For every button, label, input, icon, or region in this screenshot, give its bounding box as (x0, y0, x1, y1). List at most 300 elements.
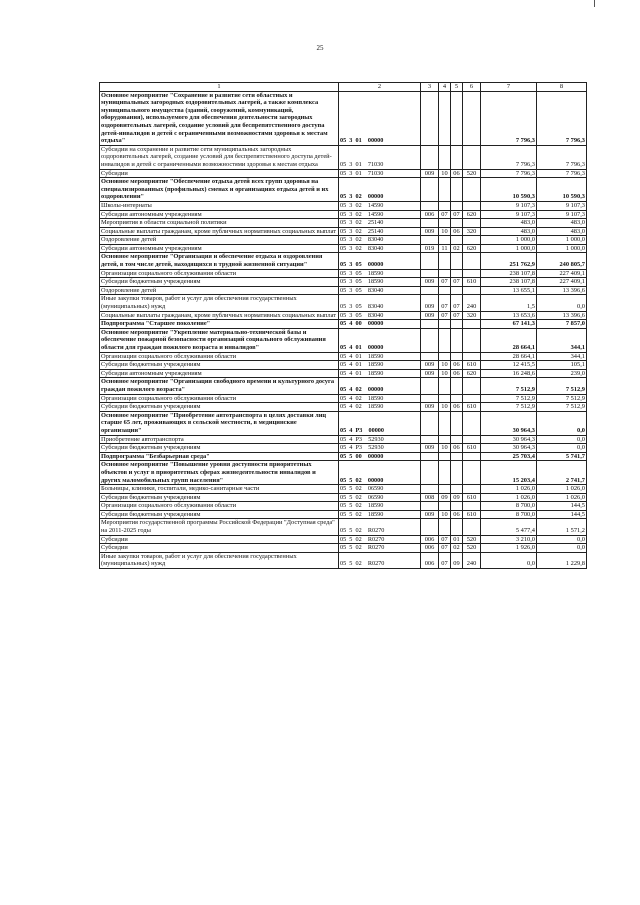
row-ministry-cell (421, 328, 439, 352)
row-section-cell (439, 178, 451, 202)
row-subsection-cell (451, 378, 463, 394)
row-expense-type-cell (463, 178, 481, 202)
row-subsection-cell: 06 (451, 403, 463, 412)
table-row (100, 253, 587, 269)
table-row (100, 178, 587, 202)
row-section-cell: 10 (439, 361, 451, 370)
row-subsection-cell (451, 519, 463, 535)
row-amount-2020-cell: 7 796,3 (481, 145, 537, 169)
table-row (100, 295, 587, 311)
table-row (100, 320, 587, 329)
row-code-cell: 05 4 01 18590 (339, 361, 421, 370)
row-amount-2021-cell: 240 805,7 (537, 253, 587, 269)
row-expense-type-cell (463, 269, 481, 278)
row-ministry-cell (421, 269, 439, 278)
row-section-cell (439, 145, 451, 169)
row-expense-type-cell: 610 (463, 444, 481, 453)
row-ministry-cell (421, 320, 439, 329)
row-amount-2021-cell: 144,5 (537, 510, 587, 519)
row-expense-type-cell: 620 (463, 210, 481, 219)
row-subsection-cell (451, 178, 463, 202)
row-subsection-cell (451, 452, 463, 461)
row-name-cell: Субсидии на сохранение и развитие сети муниципальных загородных оздоровительных лагерей, создание условий для беспрепятственного доступа детей-инвалидов и детей с ограниченными возможностями здоровья к местам отдыха (100, 145, 339, 169)
table-row (100, 519, 587, 535)
row-name-cell: Иные закупки товаров, работ и услуг для обеспечения государственных (муниципальных) нужд (100, 295, 339, 311)
table-row (100, 145, 587, 169)
row-amount-2021-cell: 0,0 (537, 411, 587, 435)
table-row (100, 444, 587, 453)
row-name-cell: Подпрограмма "Безбарьерная среда" (100, 452, 339, 461)
row-expense-type-cell (463, 201, 481, 210)
row-name-cell: Субсидии бюджетным учреждениям (100, 403, 339, 412)
row-subsection-cell (451, 352, 463, 361)
row-amount-2021-cell: 483,0 (537, 227, 587, 236)
table-row (100, 394, 587, 403)
table-row (100, 269, 587, 278)
row-section-cell (439, 411, 451, 435)
row-expense-type-cell (463, 219, 481, 228)
row-amount-2020-cell: 1 026,0 (481, 493, 537, 502)
row-amount-2021-cell: 1 026,0 (537, 485, 587, 494)
row-amount-2020-cell: 7 796,3 (481, 91, 537, 145)
budget-table (99, 82, 587, 569)
row-ministry-cell: 009 (421, 510, 439, 519)
row-name-cell: Школы-интернаты (100, 201, 339, 210)
row-amount-2020-cell: 238 107,8 (481, 278, 537, 287)
row-amount-2020-cell: 13 653,6 (481, 311, 537, 320)
row-expense-type-cell (463, 378, 481, 394)
header-cell: 3 (421, 83, 439, 92)
row-subsection-cell (451, 394, 463, 403)
row-name-cell: Организации социального обслуживания области (100, 394, 339, 403)
row-section-cell: 10 (439, 403, 451, 412)
row-expense-type-cell: 620 (463, 244, 481, 253)
row-ministry-cell (421, 452, 439, 461)
row-section-cell (439, 519, 451, 535)
row-name-cell: Организации социального обслуживания области (100, 352, 339, 361)
row-name-cell: Подпрограмма "Старшее поколение" (100, 320, 339, 329)
row-code-cell: 05 5 02 06590 (339, 493, 421, 502)
row-subsection-cell: 07 (451, 278, 463, 287)
row-amount-2021-cell: 7 512,9 (537, 403, 587, 412)
row-amount-2020-cell: 7 512,9 (481, 394, 537, 403)
row-amount-2020-cell: 1,5 (481, 295, 537, 311)
row-ministry-cell: 009 (421, 403, 439, 412)
row-name-cell: Субсидии (100, 544, 339, 553)
row-ministry-cell (421, 286, 439, 295)
row-name-cell: Основное мероприятие "Повышение уровня доступности приоритетных объектов и услуг в приоритетных сферах жизнедеятельности инвалидов и других маломобильных групп населения" (100, 461, 339, 485)
table-row (100, 510, 587, 519)
row-expense-type-cell (463, 320, 481, 329)
row-name-cell: Субсидии бюджетным учреждениям (100, 493, 339, 502)
row-expense-type-cell: 610 (463, 403, 481, 412)
row-amount-2020-cell: 0,0 (481, 552, 537, 568)
row-code-cell: 05 3 02 25140 (339, 227, 421, 236)
row-subsection-cell (451, 219, 463, 228)
row-name-cell: Основное мероприятие "Организация свободного времени и культурного досуга граждан пожилого возраста" (100, 378, 339, 394)
row-ministry-cell (421, 145, 439, 169)
row-amount-2021-cell: 1 571,2 (537, 519, 587, 535)
row-section-cell (439, 452, 451, 461)
row-section-cell (439, 236, 451, 245)
table-row (100, 361, 587, 370)
row-amount-2021-cell: 9 107,3 (537, 201, 587, 210)
row-amount-2021-cell: 0,0 (537, 535, 587, 544)
row-ministry-cell (421, 178, 439, 202)
row-section-cell: 07 (439, 544, 451, 553)
table-row (100, 461, 587, 485)
row-amount-2020-cell: 12 415,5 (481, 361, 537, 370)
row-ministry-cell: 006 (421, 535, 439, 544)
row-subsection-cell: 07 (451, 295, 463, 311)
row-ministry-cell: 009 (421, 278, 439, 287)
row-code-cell: 05 5 02 R0270 (339, 552, 421, 568)
row-name-cell: Оздоровление детей (100, 286, 339, 295)
row-subsection-cell (451, 328, 463, 352)
row-section-cell: 07 (439, 210, 451, 219)
row-name-cell: Мероприятия государственной программы Российской Федерации "Доступная среда" на 2011-2025 годы (100, 519, 339, 535)
table-row (100, 403, 587, 412)
row-amount-2020-cell: 16 248,6 (481, 369, 537, 378)
table-row (100, 219, 587, 228)
row-amount-2021-cell: 0,0 (537, 444, 587, 453)
row-name-cell: Социальные выплаты гражданам, кроме публичных нормативных социальных выплат (100, 311, 339, 320)
row-ministry-cell: 008 (421, 493, 439, 502)
table-row (100, 369, 587, 378)
row-ministry-cell: 009 (421, 169, 439, 178)
row-subsection-cell (451, 502, 463, 511)
table-row (100, 169, 587, 178)
row-ministry-cell: 009 (421, 369, 439, 378)
row-code-cell: 05 3 02 25140 (339, 219, 421, 228)
corner-mark (594, 0, 595, 7)
row-amount-2021-cell: 1 000,0 (537, 236, 587, 245)
row-subsection-cell (451, 320, 463, 329)
row-code-cell: 05 3 01 71030 (339, 145, 421, 169)
row-expense-type-cell (463, 394, 481, 403)
table-row (100, 91, 587, 145)
row-amount-2020-cell: 1 000,0 (481, 244, 537, 253)
row-amount-2021-cell: 227 409,1 (537, 269, 587, 278)
row-section-cell: 10 (439, 169, 451, 178)
table-row (100, 328, 587, 352)
row-ministry-cell: 009 (421, 361, 439, 370)
row-subsection-cell: 06 (451, 227, 463, 236)
row-amount-2021-cell: 0,0 (537, 544, 587, 553)
row-subsection-cell: 01 (451, 535, 463, 544)
row-name-cell: Приобретение автотранспорта (100, 435, 339, 444)
row-code-cell: 05 3 02 00000 (339, 178, 421, 202)
row-ministry-cell: 019 (421, 244, 439, 253)
row-expense-type-cell (463, 236, 481, 245)
row-amount-2021-cell: 1 000,0 (537, 244, 587, 253)
row-amount-2020-cell: 7 512,9 (481, 403, 537, 412)
row-subsection-cell: 09 (451, 552, 463, 568)
row-amount-2021-cell: 7 857,0 (537, 320, 587, 329)
table-row (100, 352, 587, 361)
row-code-cell: 05 4 02 18590 (339, 394, 421, 403)
row-expense-type-cell: 610 (463, 278, 481, 287)
row-ministry-cell (421, 378, 439, 394)
row-ministry-cell (421, 519, 439, 535)
row-code-cell: 05 5 02 00000 (339, 461, 421, 485)
row-expense-type-cell (463, 253, 481, 269)
row-amount-2020-cell: 7 796,3 (481, 169, 537, 178)
row-name-cell: Субсидии бюджетным учреждениям (100, 278, 339, 287)
row-ministry-cell (421, 411, 439, 435)
row-code-cell: 05 5 02 18590 (339, 502, 421, 511)
row-expense-type-cell: 320 (463, 311, 481, 320)
header-cell: 7 (481, 83, 537, 92)
header-cell: 4 (439, 83, 451, 92)
table-row (100, 452, 587, 461)
row-code-cell: 05 4 01 18590 (339, 352, 421, 361)
row-amount-2020-cell: 8 700,0 (481, 510, 537, 519)
row-subsection-cell (451, 91, 463, 145)
row-section-cell: 10 (439, 227, 451, 236)
row-subsection-cell (451, 286, 463, 295)
row-section-cell (439, 328, 451, 352)
row-section-cell (439, 461, 451, 485)
row-expense-type-cell (463, 286, 481, 295)
row-amount-2021-cell: 483,0 (537, 219, 587, 228)
row-code-cell: 05 4 02 00000 (339, 378, 421, 394)
row-section-cell: 07 (439, 278, 451, 287)
row-code-cell: 05 3 02 83040 (339, 236, 421, 245)
table-row (100, 435, 587, 444)
row-amount-2020-cell: 28 664,1 (481, 352, 537, 361)
row-amount-2020-cell: 30 964,3 (481, 435, 537, 444)
table-row (100, 227, 587, 236)
row-subsection-cell: 02 (451, 244, 463, 253)
row-name-cell: Субсидии бюджетным учреждениям (100, 361, 339, 370)
row-subsection-cell: 09 (451, 493, 463, 502)
row-amount-2021-cell: 7 796,3 (537, 91, 587, 145)
row-section-cell (439, 352, 451, 361)
row-amount-2020-cell: 30 964,3 (481, 444, 537, 453)
row-name-cell: Субсидии автономным учреждениям (100, 244, 339, 253)
row-section-cell: 07 (439, 552, 451, 568)
row-section-cell (439, 253, 451, 269)
row-expense-type-cell (463, 411, 481, 435)
row-ministry-cell: 009 (421, 295, 439, 311)
row-amount-2021-cell: 0,0 (537, 435, 587, 444)
row-amount-2020-cell: 483,0 (481, 227, 537, 236)
row-name-cell: Основное мероприятие "Укрепление материально-технической базы и обеспечение пожарной безопасности организаций социального обслуживания области для граждан пожилого возраста и инвалидов" (100, 328, 339, 352)
row-section-cell (439, 286, 451, 295)
row-expense-type-cell: 610 (463, 361, 481, 370)
row-amount-2020-cell: 7 512,9 (481, 378, 537, 394)
row-subsection-cell (451, 145, 463, 169)
row-amount-2020-cell: 10 590,3 (481, 178, 537, 202)
row-ministry-cell (421, 236, 439, 245)
row-amount-2020-cell: 1 000,0 (481, 236, 537, 245)
row-expense-type-cell (463, 519, 481, 535)
row-expense-type-cell (463, 328, 481, 352)
row-name-cell: Основное мероприятие "Обеспечение отдыха детей всех групп здоровья на специализированных (профильных) сменах и организациях отдыха детей и их оздоровлении" (100, 178, 339, 202)
row-expense-type-cell: 520 (463, 535, 481, 544)
row-expense-type-cell: 620 (463, 369, 481, 378)
row-subsection-cell: 02 (451, 544, 463, 553)
row-name-cell: Организации социального обслуживания области (100, 502, 339, 511)
row-code-cell: 05 4 Р3 52930 (339, 444, 421, 453)
row-section-cell (439, 219, 451, 228)
row-code-cell: 05 5 00 00000 (339, 452, 421, 461)
row-amount-2020-cell: 9 107,3 (481, 201, 537, 210)
row-section-cell (439, 269, 451, 278)
row-code-cell: 05 3 02 14590 (339, 201, 421, 210)
row-amount-2020-cell: 251 762,9 (481, 253, 537, 269)
row-amount-2020-cell: 13 655,1 (481, 286, 537, 295)
row-code-cell: 05 3 02 83040 (339, 244, 421, 253)
row-amount-2020-cell: 15 203,4 (481, 461, 537, 485)
header-cell: 5 (451, 83, 463, 92)
table-row (100, 286, 587, 295)
row-name-cell: Субсидии (100, 535, 339, 544)
row-ministry-cell: 006 (421, 544, 439, 553)
row-subsection-cell: 06 (451, 361, 463, 370)
row-amount-2021-cell: 344,1 (537, 328, 587, 352)
row-subsection-cell: 07 (451, 311, 463, 320)
row-subsection-cell: 06 (451, 510, 463, 519)
row-name-cell: Основное мероприятие "Сохранение и развитие сети областных и муниципальных загородных оздоровительных лагерей, а также комплекса муниципального имущества (зданий, сооружений, коммуникаций, оборудования), используемого для обеспечения деятельности загородных оздоровительных лагерей, создание условий для беспрепятственного доступа детей-инвалидов и детей с ограниченными возможностями здоровья к местам отдыха" (100, 91, 339, 145)
row-code-cell: 05 4 Р3 00000 (339, 411, 421, 435)
row-amount-2021-cell: 10 590,3 (537, 178, 587, 202)
row-expense-type-cell (463, 461, 481, 485)
row-expense-type-cell (463, 435, 481, 444)
row-amount-2020-cell: 1 926,0 (481, 544, 537, 553)
row-amount-2020-cell: 67 141,3 (481, 320, 537, 329)
table-row (100, 201, 587, 210)
row-section-cell: 10 (439, 444, 451, 453)
row-amount-2020-cell: 9 107,3 (481, 210, 537, 219)
row-ministry-cell (421, 502, 439, 511)
table-row (100, 411, 587, 435)
row-code-cell: 05 4 01 18590 (339, 369, 421, 378)
row-amount-2020-cell: 5 477,4 (481, 519, 537, 535)
header-row (100, 83, 587, 92)
table-row (100, 502, 587, 511)
row-code-cell: 05 5 02 R0270 (339, 535, 421, 544)
row-amount-2020-cell: 30 964,3 (481, 411, 537, 435)
row-amount-2021-cell: 7 512,9 (537, 378, 587, 394)
row-code-cell: 05 4 Р3 52930 (339, 435, 421, 444)
row-expense-type-cell (463, 452, 481, 461)
row-amount-2021-cell: 9 107,3 (537, 210, 587, 219)
row-name-cell: Социальные выплаты гражданам, кроме публичных нормативных социальных выплат (100, 227, 339, 236)
row-ministry-cell (421, 485, 439, 494)
header-cell: 6 (463, 83, 481, 92)
row-name-cell: Основное мероприятие "Приобретение автотранспорта в целях доставки лиц старше 65 лет, проживающих в сельской местности, в медицинские организации" (100, 411, 339, 435)
row-amount-2021-cell: 7 796,3 (537, 145, 587, 169)
row-amount-2021-cell: 0,0 (537, 295, 587, 311)
row-amount-2021-cell: 2 741,7 (537, 461, 587, 485)
row-name-cell: Субсидии (100, 169, 339, 178)
row-expense-type-cell: 520 (463, 169, 481, 178)
row-section-cell: 07 (439, 295, 451, 311)
header-cell: 2 (339, 83, 421, 92)
row-expense-type-cell (463, 502, 481, 511)
row-ministry-cell (421, 219, 439, 228)
row-ministry-cell (421, 461, 439, 485)
row-ministry-cell: 006 (421, 552, 439, 568)
row-ministry-cell: 009 (421, 311, 439, 320)
row-amount-2021-cell: 7 796,3 (537, 169, 587, 178)
row-expense-type-cell: 240 (463, 295, 481, 311)
row-section-cell: 07 (439, 311, 451, 320)
row-section-cell (439, 502, 451, 511)
table-row (100, 535, 587, 544)
row-subsection-cell: 06 (451, 369, 463, 378)
row-code-cell: 05 3 05 18590 (339, 278, 421, 287)
row-code-cell: 05 3 01 00000 (339, 91, 421, 145)
row-section-cell: 09 (439, 493, 451, 502)
row-ministry-cell: 009 (421, 444, 439, 453)
row-section-cell (439, 320, 451, 329)
row-amount-2021-cell: 1 026,0 (537, 493, 587, 502)
row-ministry-cell (421, 435, 439, 444)
row-amount-2021-cell: 5 741,7 (537, 452, 587, 461)
row-amount-2020-cell: 238 107,8 (481, 269, 537, 278)
row-section-cell (439, 394, 451, 403)
row-ministry-cell (421, 253, 439, 269)
row-expense-type-cell (463, 352, 481, 361)
row-code-cell: 05 3 05 83040 (339, 295, 421, 311)
row-ministry-cell (421, 352, 439, 361)
row-name-cell: Субсидии автономным учреждениям (100, 210, 339, 219)
row-expense-type-cell: 320 (463, 227, 481, 236)
table-row (100, 210, 587, 219)
row-expense-type-cell (463, 485, 481, 494)
row-ministry-cell (421, 394, 439, 403)
row-amount-2021-cell: 344,1 (537, 352, 587, 361)
table-row (100, 544, 587, 553)
row-subsection-cell (451, 236, 463, 245)
table-row (100, 378, 587, 394)
row-code-cell: 05 3 05 00000 (339, 253, 421, 269)
row-code-cell: 05 5 02 R0270 (339, 519, 421, 535)
row-section-cell (439, 91, 451, 145)
row-amount-2021-cell: 1 229,8 (537, 552, 587, 568)
row-name-cell: Субсидии бюджетным учреждениям (100, 444, 339, 453)
row-ministry-cell: 006 (421, 210, 439, 219)
row-amount-2020-cell: 3 210,0 (481, 535, 537, 544)
row-subsection-cell (451, 411, 463, 435)
row-amount-2020-cell: 28 664,1 (481, 328, 537, 352)
row-name-cell: Субсидии автономным учреждениям (100, 369, 339, 378)
row-amount-2021-cell: 144,5 (537, 502, 587, 511)
row-ministry-cell (421, 201, 439, 210)
row-code-cell: 05 5 02 R0270 (339, 544, 421, 553)
row-expense-type-cell: 610 (463, 493, 481, 502)
row-subsection-cell: 06 (451, 444, 463, 453)
row-expense-type-cell: 520 (463, 544, 481, 553)
row-subsection-cell: 06 (451, 169, 463, 178)
row-section-cell: 10 (439, 369, 451, 378)
row-subsection-cell (451, 461, 463, 485)
row-name-cell: Субсидии бюджетным учреждениям (100, 510, 339, 519)
row-section-cell: 11 (439, 244, 451, 253)
row-subsection-cell: 07 (451, 210, 463, 219)
row-code-cell: 05 3 05 83040 (339, 286, 421, 295)
row-amount-2020-cell: 1 026,0 (481, 485, 537, 494)
table-row (100, 552, 587, 568)
row-amount-2021-cell: 105,1 (537, 361, 587, 370)
row-amount-2021-cell: 13 396,6 (537, 286, 587, 295)
row-amount-2020-cell: 483,0 (481, 219, 537, 228)
table-row (100, 278, 587, 287)
row-code-cell: 05 4 01 00000 (339, 328, 421, 352)
